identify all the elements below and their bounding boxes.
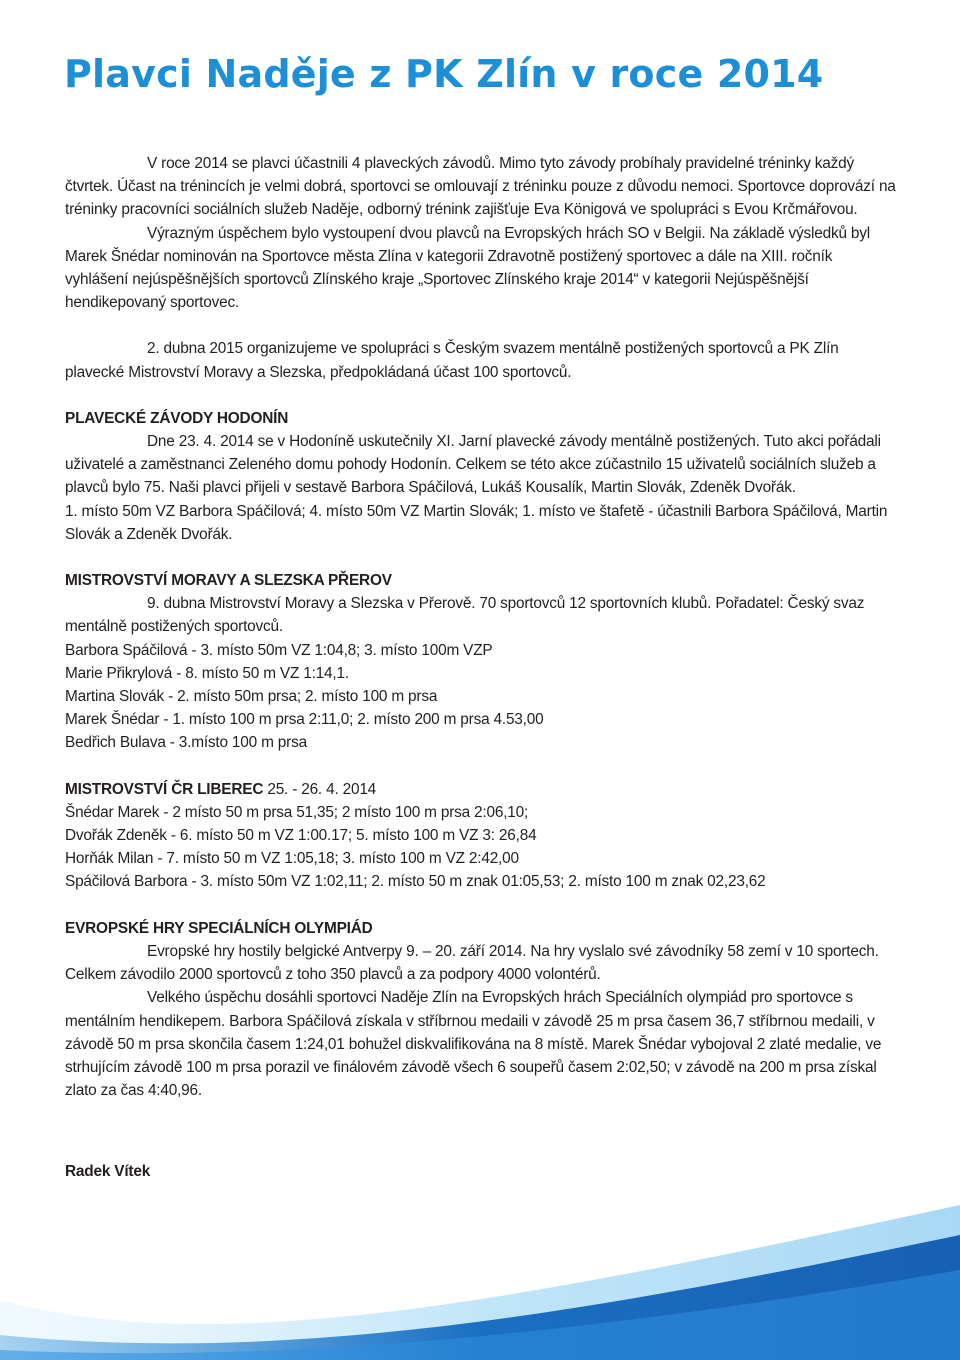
section-heading-hodonin: PLAVECKÉ ZÁVODY HODONÍN <box>65 409 289 427</box>
prerov-result-line: Marie Přikrylová - 8. místo 50 m VZ 1:14,1. <box>65 664 349 682</box>
prerov-paragraph: 9. dubna Mistrovství Moravy a Slezska v Přerově. 70 sportovců 12 sportovních klubů. Pořadatel: Český svaz mentálně postižených sportovců. <box>65 595 865 636</box>
page-title: Plavci Naděje z PK Zlín v roce 2014 <box>64 52 824 96</box>
liberec-result-line: Šnédar Marek - 2 místo 50 m prsa 51,35; 2 místo 100 m prsa 2:06,10; <box>65 803 529 821</box>
liberec-result-line: Spáčilová Barbora - 3. místo 50m VZ 1:02,11; 2. místo 50 m znak 01:05,53; 2. místo 100 m znak 02,23,62 <box>65 873 766 891</box>
olympiad-paragraph-1: Evropské hry hostily belgické Antverpy 9. – 20. září 2014. Na hry vyslalo své závodníky 58 zemí v 10 sportech. Celkem závodilo 2000 sportovců z toho 350 plavců a za podpory 4000 volontérů. <box>65 942 879 984</box>
prerov-result-line: Barbora Spáčilová - 3. místo 50m VZ 1:04,8; 3. místo 100m VZP <box>65 641 493 659</box>
section-heading-olympiad: EVROPSKÉ HRY SPECIÁLNÍCH OLYMPIÁD <box>65 919 373 937</box>
section-heading-prerov: MISTROVSTVÍ MORAVY A SLEZSKA PŘEROV <box>65 572 392 590</box>
prerov-result-line: Bedřich Bulava - 3.místo 100 m prsa <box>65 734 307 752</box>
hodonin-paragraph: Dne 23. 4. 2014 se v Hodoníně uskutečnily XI. Jarní plavecké závody mentálně postižených. Tuto akci pořádali uživatelé a zaměstnanci Zeleného domu pohody Hodonín. Celkem se této akce zúčastnilo 15 uživatelů sociálních služeb a plavců bylo 75. Naši plavci přijeli v sestavě Barbora Spáčilová, Lukáš Kousalík, Martin Slovák, Zdeněk Dvořák. <box>65 433 881 497</box>
intro-paragraph-3: 2. dubna 2015 organizujeme ve spolupráci s Českým svazem mentálně postižených sportovců a PK Zlín plavecké Mistrovství Moravy a Slezska, předpokládaná účast 100 sportovců. <box>65 340 839 381</box>
olympiad-paragraph-2: Velkého úspěchu dosáhli sportovci Naděje Zlín na Evropských hrách Speciálních olympiád pro sportovce s mentálním hendikepem. Barbora Spáčilová získala v stříbrnou medaili v závodě 25 m prsa časem 36,7 stříbrnou medaili, v závodě 50 m prsa skončila časem 1:24,01 bohužel diskvalifikována na 8 místě. Marek Šnédar vybojoval 2 zlaté medalie, ve strhujícím závodě 100 m prsa porazil ve finálovém závodě všech 6 soupeřů časem 2:02,50; v závodě na 200 m prsa získal zlato za čas 4:40,96. <box>65 989 882 1100</box>
decorative-wave-footer <box>0 1150 960 1360</box>
liberec-result-line: Horňák Milan - 7. místo 50 m VZ 1:05,18; 3. místo 100 m VZ 2:42,00 <box>65 850 519 868</box>
hodonin-results: 1. místo 50m VZ Barbora Spáčilová; 4. místo 50m VZ Martin Slovák; 1. místo ve štafetě - účastnili Barbora Spáčilová, Martin Slovák a Zdeněk Dvořák. <box>65 502 888 543</box>
section-heading-liberec: MISTROVSTVÍ ČR LIBEREC <box>65 780 264 798</box>
intro-paragraph-2: Výrazným úspěchem bylo vystoupení dvou plavců na Evropských hrách SO v Belgii. Na základě výsledků byl Marek Šnédar nominován na Sportovce města Zlína v kategorii Zdravotně postižený sportovec a dále na XIII. ročník vyhlášení nejúspěšnějších sportovců Zlínského kraje „Sportovec Zlínského kraje 2014“ v kategorii Nejúspěšnější hendikepovaný sportovec. <box>65 224 870 312</box>
prerov-result-line: Martina Slovák - 2. místo 50m prsa; 2. místo 100 m prsa <box>65 688 438 706</box>
intro-paragraph-1: V roce 2014 se plavci účastnili 4 plaveckých závodů. Mimo tyto závody probíhaly pravidelné tréninky každý čtvrtek. Účast na trénincích je velmi dobrá, sportovci se omlouvají z tréninku pouze z důvodu nemoci. Sportovce doprovází na tréninky pracovníci sociálních služeb Naděje, odborný trénink zajišťuje Eva Königová ve spolupráci s Evou Krčmářovou. <box>65 155 896 219</box>
prerov-result-line: Marek Šnédar - 1. místo 100 m prsa 2:11,0; 2. místo 200 m prsa 4.53,00 <box>65 711 544 729</box>
liberec-date: 25. - 26. 4. 2014 <box>263 780 377 798</box>
liberec-result-line: Dvořák Zdeněk - 6. místo 50 m VZ 1:00.17; 5. místo 100 m VZ 3: 26,84 <box>65 827 537 845</box>
article-body <box>65 152 897 1184</box>
author-signature: Radek Vítek <box>65 1163 151 1181</box>
